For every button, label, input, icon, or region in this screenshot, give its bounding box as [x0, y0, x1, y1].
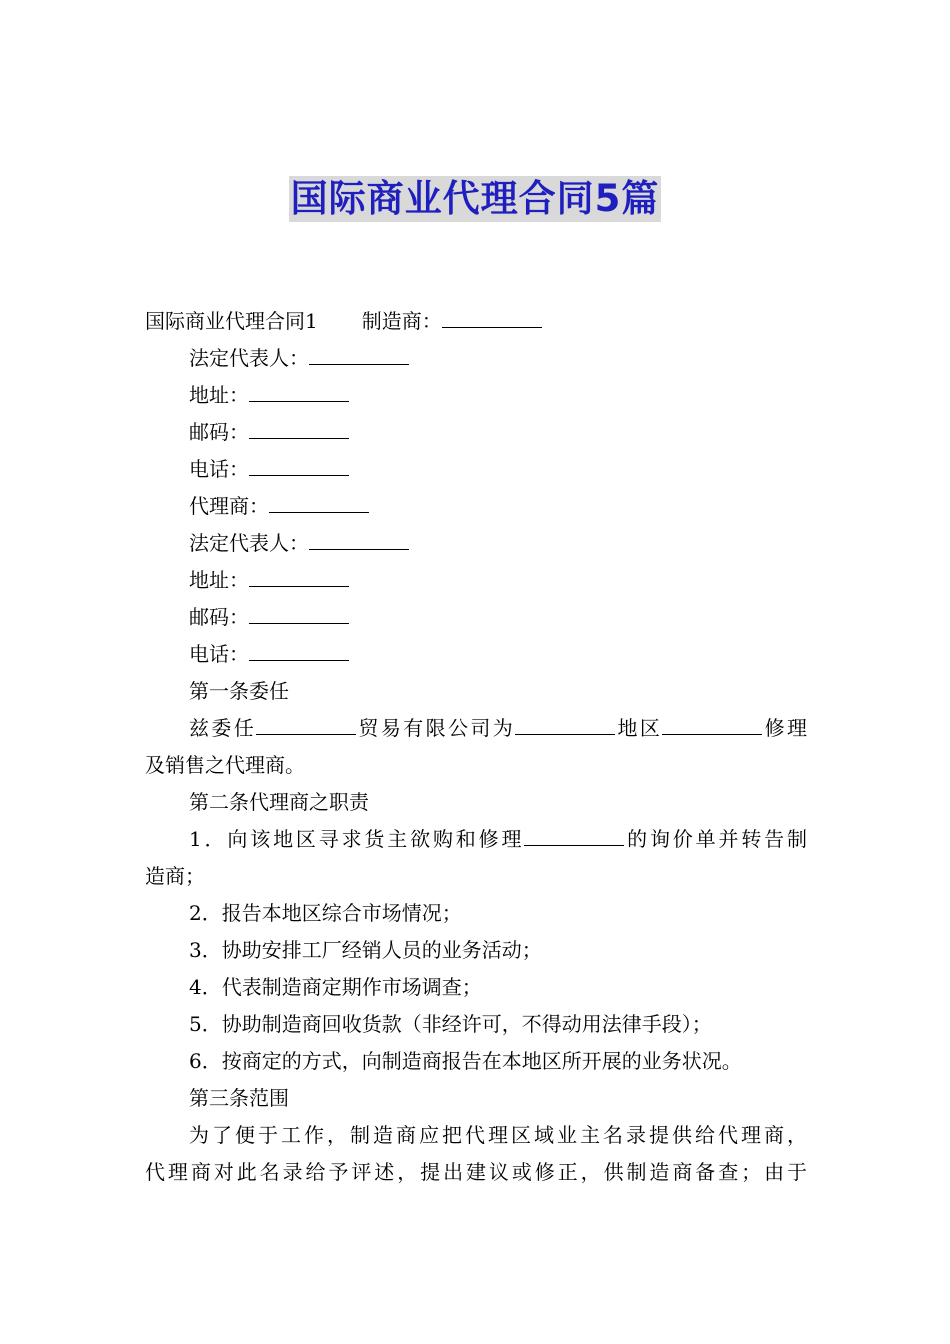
agent-postcode-line	[145, 599, 807, 636]
article-1-text-b: 贸易有限公司为	[356, 716, 516, 740]
article-2-item-2	[145, 895, 807, 932]
article-2-item-4-text: 4．代表制造商定期作市场调查；	[189, 975, 482, 999]
article-1-line-2	[145, 747, 807, 784]
manufacturer-phone-line	[145, 451, 807, 488]
article-2-item-1-text-b: 的询价单并转告制	[624, 827, 807, 851]
article-1-blank-3	[662, 712, 762, 735]
manufacturer-blank	[442, 305, 542, 328]
postcode-blank	[249, 416, 349, 439]
article-3-heading: 第三条范围	[189, 1086, 289, 1110]
article-2-title	[145, 784, 807, 821]
legal-rep-blank	[309, 342, 409, 365]
postcode-blank	[249, 601, 349, 624]
address-label: 地址：	[189, 568, 249, 592]
agent-blank	[269, 490, 369, 513]
article-2-item-1-continuation: 造商；	[145, 864, 205, 888]
agent-label: 代理商：	[189, 494, 269, 518]
agent-address-line	[145, 562, 807, 599]
article-1-continuation: 及销售之代理商。	[145, 753, 305, 777]
agent-phone-line	[145, 636, 807, 673]
phone-blank	[249, 638, 349, 661]
article-2-item-6-text: 6．按商定的方式，向制造商报告在本地区所开展的业务状况。	[189, 1049, 742, 1073]
agent-legal-rep-line	[145, 525, 807, 562]
document-body	[145, 303, 807, 1191]
manufacturer-legal-rep-line	[145, 340, 807, 377]
phone-label: 电话：	[189, 457, 249, 481]
article-3-text-2: 代理商对此名录给予评述，提出建议或修正，供制造商备查；由于	[145, 1160, 807, 1184]
article-3-text-1: 为了便于工作，制造商应把代理区域业主名录提供给代理商，	[189, 1123, 807, 1147]
manufacturer-postcode-line	[145, 414, 807, 451]
document-title: 国际商业代理合同5篇	[290, 177, 660, 220]
legal-rep-label: 法定代表人：	[189, 531, 309, 555]
article-2-item-1-blank	[524, 823, 624, 846]
article-3-line-2	[145, 1154, 807, 1191]
postcode-label: 邮码：	[189, 420, 249, 444]
contract-heading-line	[145, 303, 807, 340]
article-2-item-3	[145, 932, 807, 969]
article-1-title	[145, 673, 807, 710]
article-1-text-a: 兹委任	[189, 716, 257, 740]
title-container	[0, 176, 950, 222]
article-3-title	[145, 1080, 807, 1117]
manufacturer-label: 制造商：	[361, 309, 442, 333]
article-1-blank-2	[515, 712, 615, 735]
address-blank	[249, 564, 349, 587]
legal-rep-label: 法定代表人：	[189, 346, 309, 370]
address-label: 地址：	[189, 383, 249, 407]
article-2-heading: 第二条代理商之职责	[189, 790, 369, 814]
article-3-line-1	[145, 1117, 807, 1154]
postcode-label: 邮码：	[189, 605, 249, 629]
article-2-item-3-text: 3．协助安排工厂经销人员的业务活动；	[189, 938, 542, 962]
agent-line	[145, 488, 807, 525]
address-blank	[249, 379, 349, 402]
article-2-item-5	[145, 1006, 807, 1043]
article-1-text-c: 地区	[615, 716, 663, 740]
article-1-heading: 第一条委任	[189, 679, 289, 703]
article-2-item-1	[145, 821, 807, 858]
article-1-line-1	[145, 710, 807, 747]
phone-blank	[249, 453, 349, 476]
article-2-item-1-text-a: 1．向该地区寻求货主欲购和修理	[189, 827, 525, 851]
legal-rep-blank	[309, 527, 409, 550]
article-2-item-2-text: 2．报告本地区综合市场情况；	[189, 901, 462, 925]
article-2-item-4	[145, 969, 807, 1006]
article-1-text-d: 修理	[762, 716, 807, 740]
article-1-blank-1	[256, 712, 356, 735]
article-2-item-5-text: 5．协助制造商回收货款（非经许可，不得动用法律手段）；	[189, 1012, 712, 1036]
phone-label: 电话：	[189, 642, 249, 666]
contract-heading: 国际商业代理合同1	[145, 309, 318, 333]
article-2-item-6	[145, 1043, 807, 1080]
manufacturer-address-line	[145, 377, 807, 414]
article-2-item-1-cont	[145, 858, 807, 895]
